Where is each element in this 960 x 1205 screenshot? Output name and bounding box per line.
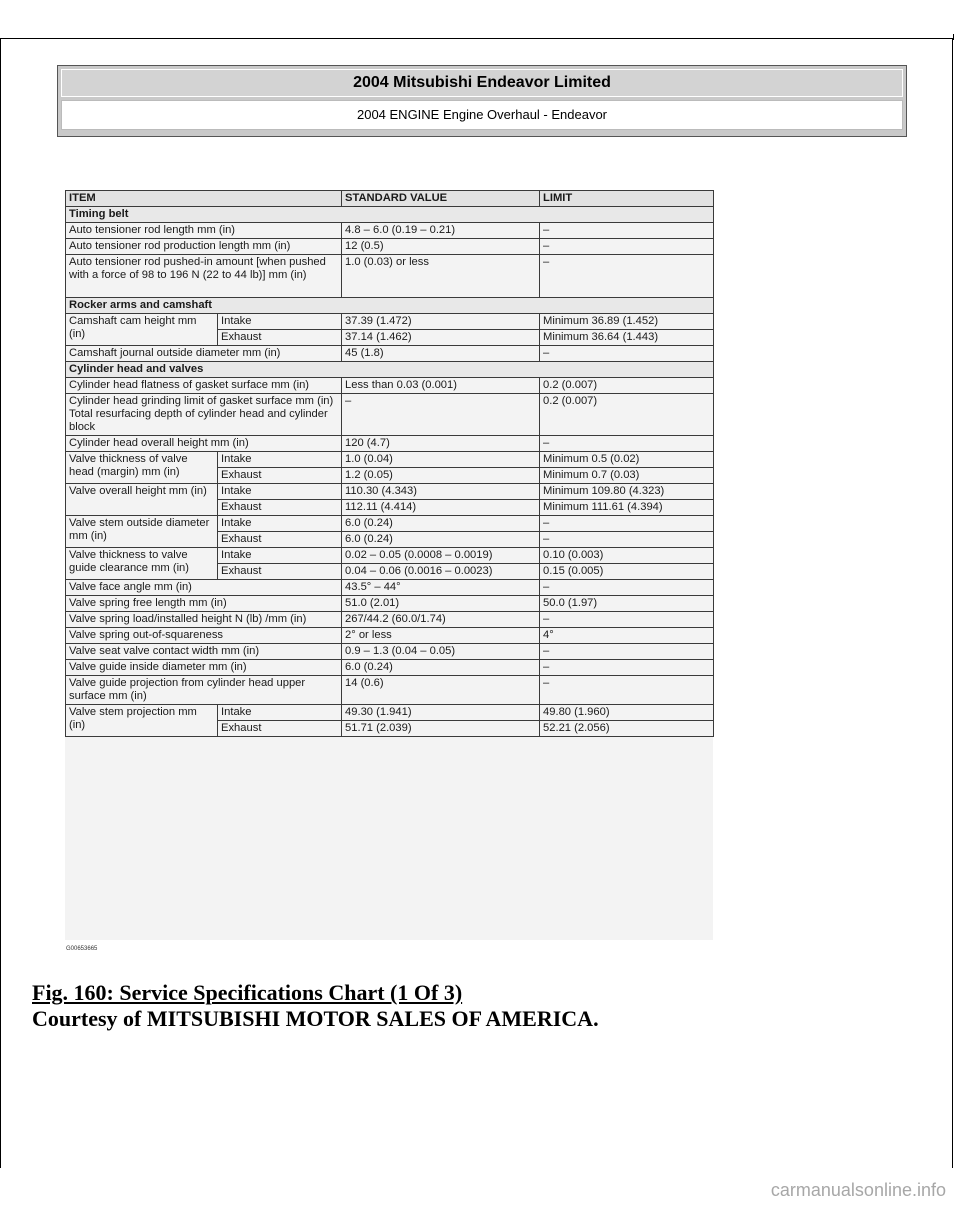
sub-item-cell: Exhaust bbox=[218, 500, 342, 516]
limit-cell: 52.21 (2.056) bbox=[540, 721, 714, 737]
sub-item-cell: Intake bbox=[218, 548, 342, 564]
page-corner-mark bbox=[953, 34, 954, 40]
spec-table bbox=[65, 190, 714, 737]
limit-cell: – bbox=[540, 516, 714, 532]
table-row bbox=[66, 255, 714, 298]
figure-image-code: G00653665 bbox=[66, 946, 98, 952]
item-cell: Cylinder head grinding limit of gasket surface mm (in) Total resurfacing depth of cylinder head and cylinder block bbox=[66, 394, 342, 436]
sub-item-cell: Intake bbox=[218, 484, 342, 500]
limit-cell: Minimum 36.64 (1.443) bbox=[540, 330, 714, 346]
sub-item-cell: Intake bbox=[218, 314, 342, 330]
limit-cell: – bbox=[540, 676, 714, 705]
standard-cell: 6.0 (0.24) bbox=[342, 660, 540, 676]
item-cell: Valve overall height mm (in) bbox=[66, 484, 218, 516]
limit-cell: Minimum 111.61 (4.394) bbox=[540, 500, 714, 516]
table-row bbox=[66, 378, 714, 394]
standard-cell: 1.2 (0.05) bbox=[342, 468, 540, 484]
table-row bbox=[66, 484, 714, 500]
limit-cell: Minimum 36.89 (1.452) bbox=[540, 314, 714, 330]
table-row bbox=[66, 314, 714, 330]
section-heading: Cylinder head and valves bbox=[66, 362, 714, 378]
section-subtitle: 2004 ENGINE Engine Overhaul - Endeavor bbox=[61, 100, 903, 130]
limit-cell: – bbox=[540, 612, 714, 628]
table-row bbox=[66, 596, 714, 612]
figure-caption bbox=[32, 980, 599, 1032]
limit-cell: Minimum 0.7 (0.03) bbox=[540, 468, 714, 484]
table-row bbox=[66, 644, 714, 660]
standard-cell: 0.9 – 1.3 (0.04 – 0.05) bbox=[342, 644, 540, 660]
standard-cell: 45 (1.8) bbox=[342, 346, 540, 362]
table-row bbox=[66, 223, 714, 239]
standard-cell: 6.0 (0.24) bbox=[342, 516, 540, 532]
limit-cell: 50.0 (1.97) bbox=[540, 596, 714, 612]
item-cell: Cylinder head overall height mm (in) bbox=[66, 436, 342, 452]
standard-cell: Less than 0.03 (0.001) bbox=[342, 378, 540, 394]
table-row bbox=[66, 660, 714, 676]
item-cell: Valve seat valve contact width mm (in) bbox=[66, 644, 342, 660]
limit-cell: – bbox=[540, 255, 714, 298]
standard-cell: 49.30 (1.941) bbox=[342, 705, 540, 721]
limit-cell: 0.2 (0.007) bbox=[540, 394, 714, 436]
item-cell: Valve thickness to valve guide clearance mm (in) bbox=[66, 548, 218, 580]
item-cell: Valve stem projection mm (in) bbox=[66, 705, 218, 737]
standard-cell: 120 (4.7) bbox=[342, 436, 540, 452]
limit-cell: – bbox=[540, 239, 714, 255]
table-row bbox=[66, 580, 714, 596]
sub-item-cell: Exhaust bbox=[218, 330, 342, 346]
limit-cell: – bbox=[540, 644, 714, 660]
sub-item-cell: Exhaust bbox=[218, 532, 342, 548]
figure-courtesy: Courtesy of MITSUBISHI MOTOR SALES OF AMERICA. bbox=[32, 1006, 599, 1031]
standard-cell: 37.14 (1.462) bbox=[342, 330, 540, 346]
table-header-row bbox=[66, 191, 714, 207]
item-cell: Valve thickness of valve head (margin) mm (in) bbox=[66, 452, 218, 484]
standard-cell: 267/44.2 (60.0/1.74) bbox=[342, 612, 540, 628]
limit-cell: 49.80 (1.960) bbox=[540, 705, 714, 721]
figure-title: Fig. 160: Service Specifications Chart (1 Of 3) bbox=[32, 980, 463, 1005]
service-specifications-chart bbox=[65, 190, 713, 940]
item-cell: Valve stem outside diameter mm (in) bbox=[66, 516, 218, 548]
table-row bbox=[66, 705, 714, 721]
table-row bbox=[66, 548, 714, 564]
table-row bbox=[66, 394, 714, 436]
table-row bbox=[66, 346, 714, 362]
standard-cell: 6.0 (0.24) bbox=[342, 532, 540, 548]
limit-cell: 0.10 (0.003) bbox=[540, 548, 714, 564]
limit-cell: – bbox=[540, 436, 714, 452]
item-cell: Auto tensioner rod length mm (in) bbox=[66, 223, 342, 239]
item-cell: Valve face angle mm (in) bbox=[66, 580, 342, 596]
item-cell: Valve spring load/installed height N (lb) /mm (in) bbox=[66, 612, 342, 628]
limit-cell: Minimum 109.80 (4.323) bbox=[540, 484, 714, 500]
sub-item-cell: Intake bbox=[218, 705, 342, 721]
standard-cell: 2° or less bbox=[342, 628, 540, 644]
standard-cell: 4.8 – 6.0 (0.19 – 0.21) bbox=[342, 223, 540, 239]
sub-item-cell: Exhaust bbox=[218, 468, 342, 484]
table-row bbox=[66, 516, 714, 532]
sub-item-cell: Intake bbox=[218, 452, 342, 468]
standard-cell: – bbox=[342, 394, 540, 436]
sub-item-cell: Exhaust bbox=[218, 721, 342, 737]
document-header bbox=[57, 65, 907, 137]
standard-cell: 0.02 – 0.05 (0.0008 – 0.0019) bbox=[342, 548, 540, 564]
standard-cell: 1.0 (0.04) bbox=[342, 452, 540, 468]
standard-cell: 14 (0.6) bbox=[342, 676, 540, 705]
limit-cell: Minimum 0.5 (0.02) bbox=[540, 452, 714, 468]
standard-cell: 51.0 (2.01) bbox=[342, 596, 540, 612]
limit-cell: – bbox=[540, 580, 714, 596]
standard-cell: 110.30 (4.343) bbox=[342, 484, 540, 500]
item-cell: Camshaft cam height mm (in) bbox=[66, 314, 218, 346]
standard-cell: 1.0 (0.03) or less bbox=[342, 255, 540, 298]
limit-cell: – bbox=[540, 660, 714, 676]
standard-cell: 0.04 – 0.06 (0.0016 – 0.0023) bbox=[342, 564, 540, 580]
item-cell: Cylinder head flatness of gasket surface mm (in) bbox=[66, 378, 342, 394]
table-row bbox=[66, 612, 714, 628]
item-cell: Valve guide inside diameter mm (in) bbox=[66, 660, 342, 676]
site-watermark: carmanualsonline.info bbox=[770, 1180, 946, 1200]
column-header-standard: STANDARD VALUE bbox=[342, 191, 540, 207]
item-cell: Auto tensioner rod pushed-in amount [when pushed with a force of 98 to 196 N (22 to 44 lb)] mm (in) bbox=[66, 255, 342, 298]
standard-cell: 37.39 (1.472) bbox=[342, 314, 540, 330]
table-row bbox=[66, 452, 714, 468]
item-cell: Valve spring out-of-squareness bbox=[66, 628, 342, 644]
section-heading: Timing belt bbox=[66, 207, 714, 223]
table-row bbox=[66, 628, 714, 644]
table-row bbox=[66, 676, 714, 705]
item-cell: Auto tensioner rod production length mm (in) bbox=[66, 239, 342, 255]
table-row bbox=[66, 239, 714, 255]
limit-cell: 0.2 (0.007) bbox=[540, 378, 714, 394]
column-header-limit: LIMIT bbox=[540, 191, 714, 207]
standard-cell: 43.5° – 44° bbox=[342, 580, 540, 596]
limit-cell: 0.15 (0.005) bbox=[540, 564, 714, 580]
item-cell: Valve guide projection from cylinder head upper surface mm (in) bbox=[66, 676, 342, 705]
limit-cell: 4° bbox=[540, 628, 714, 644]
sub-item-cell: Exhaust bbox=[218, 564, 342, 580]
standard-cell: 112.11 (4.414) bbox=[342, 500, 540, 516]
vehicle-title: 2004 Mitsubishi Endeavor Limited bbox=[61, 69, 903, 97]
limit-cell: – bbox=[540, 223, 714, 239]
limit-cell: – bbox=[540, 532, 714, 548]
column-header-item: ITEM bbox=[66, 191, 342, 207]
standard-cell: 12 (0.5) bbox=[342, 239, 540, 255]
item-cell: Camshaft journal outside diameter mm (in) bbox=[66, 346, 342, 362]
standard-cell: 51.71 (2.039) bbox=[342, 721, 540, 737]
item-cell: Valve spring free length mm (in) bbox=[66, 596, 342, 612]
section-heading: Rocker arms and camshaft bbox=[66, 298, 714, 314]
sub-item-cell: Intake bbox=[218, 516, 342, 532]
table-row bbox=[66, 436, 714, 452]
limit-cell: – bbox=[540, 346, 714, 362]
